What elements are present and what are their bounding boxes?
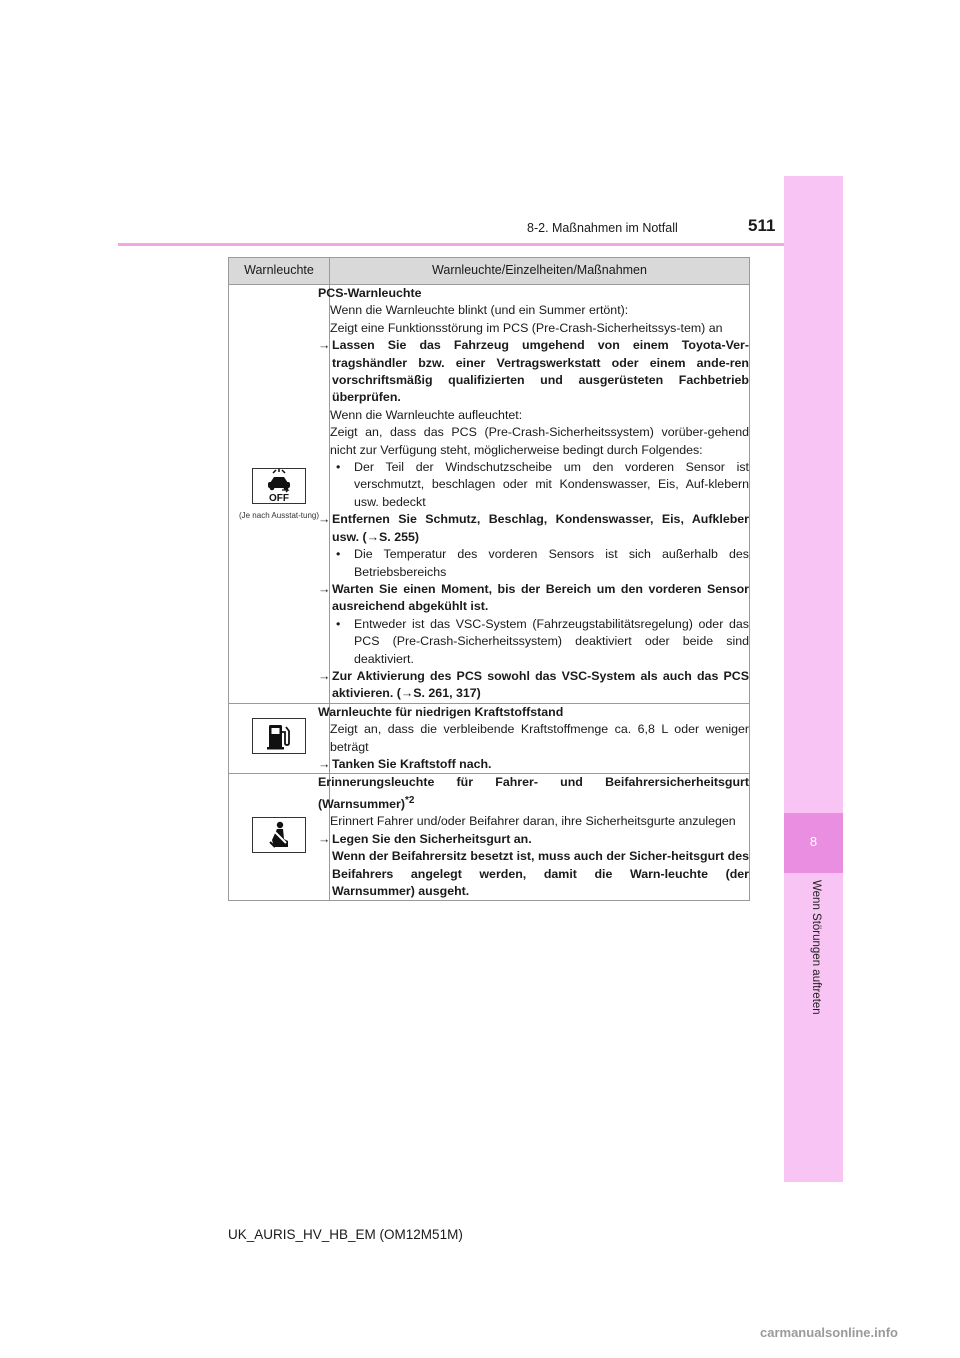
action-text: → Zur Aktivierung des PCS sowohl das VSC-System als auch das PCS aktivieren. (→S. 261, 317): [318, 668, 749, 701]
bullet-icon: •: [336, 460, 341, 475]
action-text: → Lassen Sie das Fahrzeug umgehend von einem Toyota-Ver-tragshändler bzw. einer Vertragswerkstatt oder einem ande-ren vorschriftsmäßig qualifizierten und ausgerüsteten Fachbetrieb überprüfen.: [318, 338, 749, 405]
meaning-text: Zeigt an, dass das PCS (Pre-Crash-Sicherheitssystem) vorüber-gehend nicht zur Verfügung steht, möglicherweise bedingt durch Folgendes:: [330, 425, 749, 457]
action-text: → Warten Sie einen Moment, bis der Bereich um den vorderen Sensor ausreichend abgekühlt ist.: [318, 581, 749, 614]
icon-cell: [229, 774, 330, 901]
watermark: carmanualsonline.info: [760, 1325, 898, 1340]
section-title: 8-2. Maßnahmen im Notfall: [527, 221, 678, 235]
chapter-title-tab: [806, 880, 824, 1040]
action-text: → Tanken Sie Kraftstoff nach.: [318, 756, 749, 773]
warning-title: Erinnerungsleuchte für Fahrer- und Beifahrersicherheitsgurt (Warnsummer)$^{*2}$: [318, 775, 749, 811]
pcs-off-warning-icon: [252, 468, 306, 504]
table-header-row: [229, 258, 750, 285]
footnote-marker: *2: [404, 794, 415, 806]
table-row: [229, 774, 750, 901]
page-number: 511: [748, 216, 776, 235]
bullet-icon: •: [336, 547, 341, 562]
warning-title: PCS-Warnleuchte: [318, 286, 422, 300]
bullet-item: • Die Temperatur des vorderen Sensors ist sich außerhalb des Betriebsbereichs: [336, 547, 749, 579]
seatbelt-icon: [252, 817, 306, 853]
fuel-pump-icon: [252, 718, 306, 754]
chapter-number-tab[interactable]: 8: [784, 813, 843, 873]
column-header-details: Warnleuchte/Einzelheiten/Maßnahmen: [330, 258, 750, 285]
description-cell: [318, 703, 750, 774]
table-row: [229, 703, 750, 774]
action-text: → Entfernen Sie Schmutz, Beschlag, Kondenswasser, Eis, Aufkleber usw. (→S. 255): [318, 512, 749, 544]
condition-text: Wenn die Warnleuchte aufleuchtet:: [330, 407, 523, 422]
description-cell: [318, 285, 750, 704]
column-header-warnleuchte: Warnleuchte: [229, 258, 330, 285]
document-code: UK_AURIS_HV_HB_EM (OM12M51M): [228, 1227, 463, 1242]
arrow-icon: →: [318, 581, 331, 596]
header-rule: [118, 243, 784, 246]
icon-footnote: (Je nach Ausstat-tung): [238, 511, 320, 521]
warning-title: Warnleuchte für niedrigen Kraftstoffstand: [318, 704, 564, 719]
action-text: → Legen Sie den Sicherheitsgurt an.: [318, 831, 749, 848]
condition-text: Wenn die Warnleuchte blinkt (und ein Summer ertönt):: [330, 303, 629, 318]
description-cell: [318, 774, 750, 901]
meaning-text: Zeigt eine Funktionsstörung im PCS (Pre-Crash-Sicherheitssys-tem) an: [330, 320, 723, 335]
bullet-item: • Der Teil der Windschutzscheibe um den vorderen Sensor ist verschmutzt, beschlagen oder mit Kondenswasser, Eis, Auf-klebern usw. bedeckt: [336, 460, 749, 509]
action-note: Wenn der Beifahrersitz besetzt ist, muss auch der Sicher-heitsgurt des Beifahrers angelegt werden, damit die Warn-leuchte (der Warnsummer) ausgeht.: [332, 849, 749, 898]
warning-light-table: [228, 257, 750, 901]
meaning-text: Erinnert Fahrer und/oder Beifahrer daran, ihre Sicherheitsgurte anzulegen: [330, 814, 736, 829]
arrow-icon: →: [318, 668, 331, 683]
chapter-title: Wenn Störungen auftreten: [810, 880, 822, 1015]
bullet-item: • Entweder ist das VSC-System (Fahrzeugstabilitätsregelung) oder das PCS (Pre-Crash-Sicherheitssystem) deaktiviert oder beide sind deaktiviert.: [336, 616, 749, 666]
arrow-icon: →: [318, 512, 331, 527]
icon-cell: [229, 285, 330, 704]
arrow-icon: →: [318, 756, 331, 771]
table-row: [229, 285, 750, 704]
arrow-icon: →: [318, 338, 331, 353]
svg-text:OFF: OFF: [269, 492, 289, 503]
meaning-text: Zeigt an, dass die verbleibende Kraftstoffmenge ca. 6,8 L oder weniger beträgt: [330, 722, 749, 754]
icon-cell: [229, 703, 330, 774]
bullet-icon: •: [336, 616, 341, 631]
arrow-icon: →: [318, 831, 331, 846]
